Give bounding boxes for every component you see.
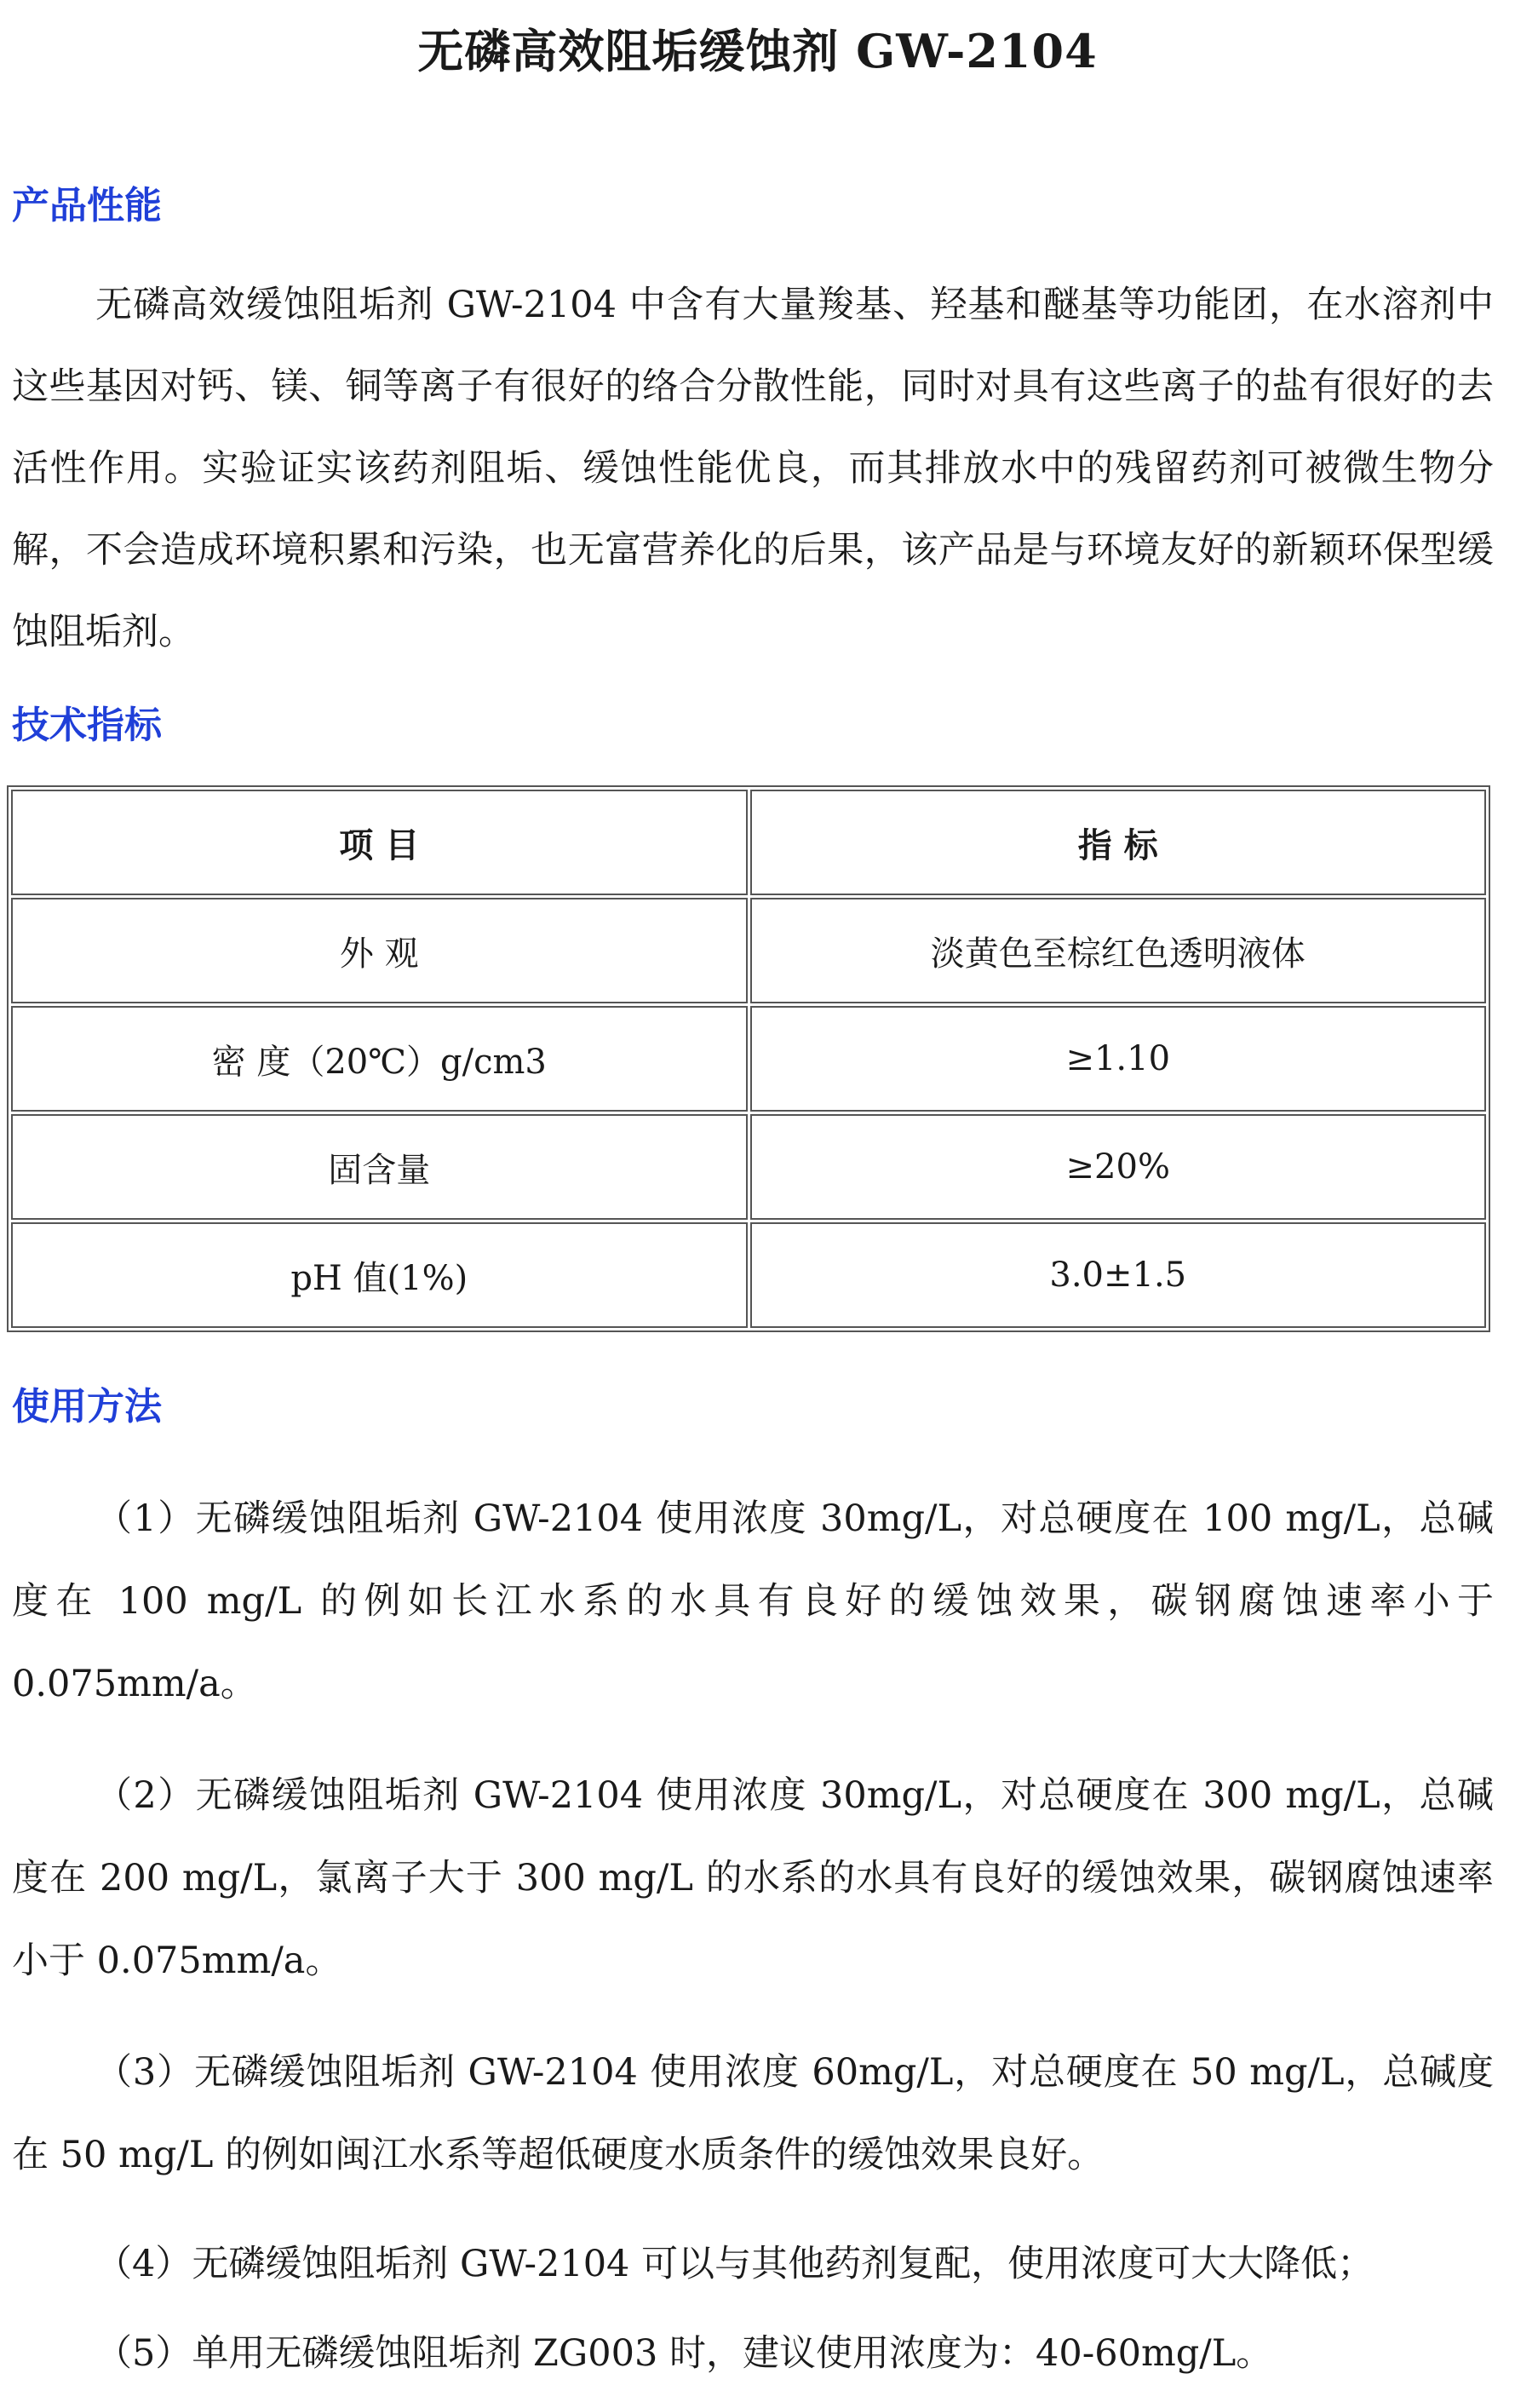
table-row — [11, 898, 1486, 1003]
specs-table — [7, 785, 1490, 1332]
usage-item: （4）无磷缓蚀阻垢剂 GW-2104 可以与其他药剂复配，使用浓度可大大降低； — [95, 2243, 1374, 2285]
heading-specs: 技术指标 — [12, 704, 162, 747]
col-value-header: 指 标 — [750, 790, 1487, 895]
usage-item: （3）无磷缓蚀阻垢剂 GW-2104 使用浓度 60mg/L，对总硬度在 50 mg/L，总碱度在 50 mg/L 的例如闽江水系等超低硬度水质条件的缓蚀效果良好。 — [12, 2051, 1494, 2176]
spec-item-cell: 固含量 — [11, 1114, 748, 1220]
spec-value-cell: 3.0±1.5 — [750, 1222, 1487, 1328]
usage-item: （2）无磷缓蚀阻垢剂 GW-2104 使用浓度 30mg/L，对总硬度在 300 mg/L，总碱度在 200 mg/L，氯离子大于 300 mg/L 的水系的水具有良好的缓蚀效果，碳钢腐蚀速率小于 0.075mm/a。 — [12, 1774, 1494, 1982]
spec-item-cell: pH 值(1%) — [11, 1222, 748, 1328]
spec-item-cell: 外 观 — [11, 898, 748, 1003]
spec-item-cell: 密 度（20℃）g/cm3 — [11, 1006, 748, 1112]
usage-item: （5）单用无磷缓蚀阻垢剂 ZG003 时，建议使用浓度为：40-60mg/L。 — [95, 2332, 1273, 2375]
col-item-header: 项 目 — [11, 790, 748, 895]
spec-value-cell: ≥20% — [750, 1114, 1487, 1220]
spec-value-cell: 淡黄色至棕红色透明液体 — [750, 898, 1487, 1003]
usage-item: （1）无磷缓蚀阻垢剂 GW-2104 使用浓度 30mg/L，对总硬度在 100 mg/L，总碱度在 100 mg/L 的例如长江水系的水具有良好的缓蚀效果，碳钢腐蚀速率小于 0.075mm/a。 — [12, 1497, 1494, 1705]
document-title: 无磷高效阻垢缓蚀剂 GW-2104 — [417, 24, 1098, 78]
heading-usage: 使用方法 — [12, 1385, 162, 1428]
spec-value-cell: ≥1.10 — [750, 1006, 1487, 1112]
table-row — [11, 1006, 1486, 1112]
table-row — [11, 1222, 1486, 1328]
table-header-row — [11, 790, 1486, 895]
heading-performance: 产品性能 — [12, 184, 162, 227]
performance-paragraph: 无磷高效缓蚀阻垢剂 GW-2104 中含有大量羧基、羟基和醚基等功能团，在水溶剂中这些基因对钙、镁、铜等离子有很好的络合分散性能，同时对具有这些离子的盐有很好的去活性作用。实验证实该药剂阻垢、缓蚀性能优良，而其排放水中的残留药剂可被微生物分解，不会造成环境积累和污染，也无富营养化的后果，该产品是与环境友好的新颖环保型缓蚀阻垢剂。 — [12, 284, 1494, 653]
table-row — [11, 1114, 1486, 1220]
